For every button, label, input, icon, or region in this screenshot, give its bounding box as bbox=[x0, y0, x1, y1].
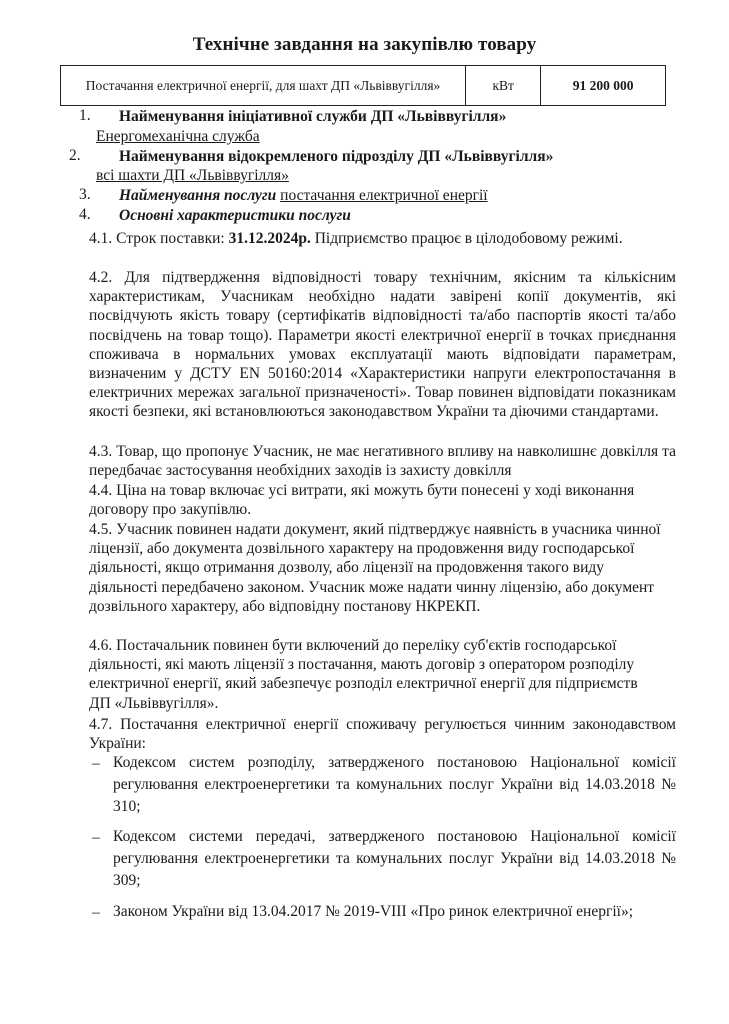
delivery-date: 31.12.2024р. bbox=[228, 230, 311, 247]
p41-prefix: 4.1. Строк поставки: bbox=[89, 230, 229, 247]
p41-suffix: Підприємство працює в цілодобовому режимі. bbox=[310, 230, 623, 247]
document-title: Технічне завдання на закупівлю товару bbox=[192, 34, 537, 55]
paragraph-4-4: 4.4. Ціна на товар включає усі витрати, які можуть бути понесені у ході виконання договору про закупівлю. bbox=[89, 482, 635, 519]
unit-cell: кВт bbox=[466, 66, 541, 106]
section-number: 1. bbox=[79, 107, 91, 124]
paragraph-4-7: 4.7. Постачання електричної енергії споживачу регулюється чинним законодавством України: bbox=[89, 716, 676, 753]
list-bullet: – bbox=[92, 904, 100, 921]
section-number: 2. bbox=[69, 147, 81, 164]
paragraph-4-5: 4.5. Учасник повинен надати документ, який підтверджує наявність в учасника чинної ліцензії, або документа дозвільного характеру на продовження виду господарської діяльності, якщо отримання дозволу, або ліцензії на продовження такого виду діяльності передбачено законом. Учасник може надати чинну ліцензію, або документ дозвільного характеру, або відповідну постанову НКРЕКП. bbox=[89, 521, 661, 615]
quantity-cell: 91 200 000 bbox=[541, 66, 666, 106]
section-number: 3. bbox=[79, 186, 91, 203]
list-bullet: – bbox=[92, 829, 100, 846]
procurement-table bbox=[60, 65, 666, 106]
section-heading: Найменування послуги bbox=[119, 187, 277, 204]
section-line bbox=[119, 186, 488, 205]
section-heading: Найменування відокремленого підрозділу ДП «Львіввугілля» bbox=[119, 148, 554, 165]
item-description-cell: Постачання електричної енергії, для шахт ДП «Львіввугілля» bbox=[61, 66, 466, 106]
list-item: Кодексом систем розподілу, затвердженого постановою Національної комісії регулювання електроенергетики та комунальних послуг України від 14.03.2018 № 310; bbox=[113, 754, 676, 815]
section-heading: Найменування ініціативної служби ДП «Львіввугілля» bbox=[119, 108, 507, 125]
list-item: Законом України від 13.04.2017 № 2019-VIII «Про ринок електричної енергії»; bbox=[113, 903, 633, 920]
section-number: 4. bbox=[79, 206, 91, 223]
section-value: Енергомеханічна служба bbox=[96, 128, 260, 145]
section-value: всі шахти ДП «Львіввугілля» bbox=[96, 167, 289, 184]
paragraph-4-2: 4.2. Для підтвердження відповідності товару технічним, якісним та кількісним характеристикам, Учасникам необхідно надати завірені копії документів, які посвідчують якість товару (сертифікатів відповідності та/або паспортів якості та/або посвідчень на товар тощо). Параметри якості електричної енергії в точках приєднання споживача в нормальних умовах експлуатації мають відповідати параметрам, визначеним у ДСТУ EN 50160:2014 «Характеристики напруги електропостачання в електричних мережах загальної призначеності». Товар повинен відповідати показникам якості безпеки, які встановлюються законодавством України та діючими стандартами. bbox=[89, 269, 676, 421]
paragraph-4-6: 4.6. Постачальник повинен бути включений до переліку суб'єктів господарської діяльності, які мають ліцензії з постачання, мають договір з оператором розподілу електричної енергії, який забезпечує розподіл електричної енергії для підприємств ДП «Львіввугілля». bbox=[89, 637, 638, 712]
paragraph-4-1 bbox=[89, 229, 649, 248]
list-item: Кодексом системи передачі, затвердженого постановою Національної комісії регулювання електроенергетики та комунальних послуг України від 14.03.2018 № 309; bbox=[113, 828, 676, 889]
table-row bbox=[61, 66, 666, 106]
section-heading: Основні характеристики послуги bbox=[119, 207, 351, 224]
list-bullet: – bbox=[92, 755, 100, 772]
paragraph-4-3: 4.3. Товар, що пропонує Учасник, не має негативного впливу на навколишнє довкілля та передбачає застосування необхідних заходів із захисту довкілля bbox=[89, 443, 676, 480]
section-value: постачання електричної енергії bbox=[280, 187, 488, 204]
